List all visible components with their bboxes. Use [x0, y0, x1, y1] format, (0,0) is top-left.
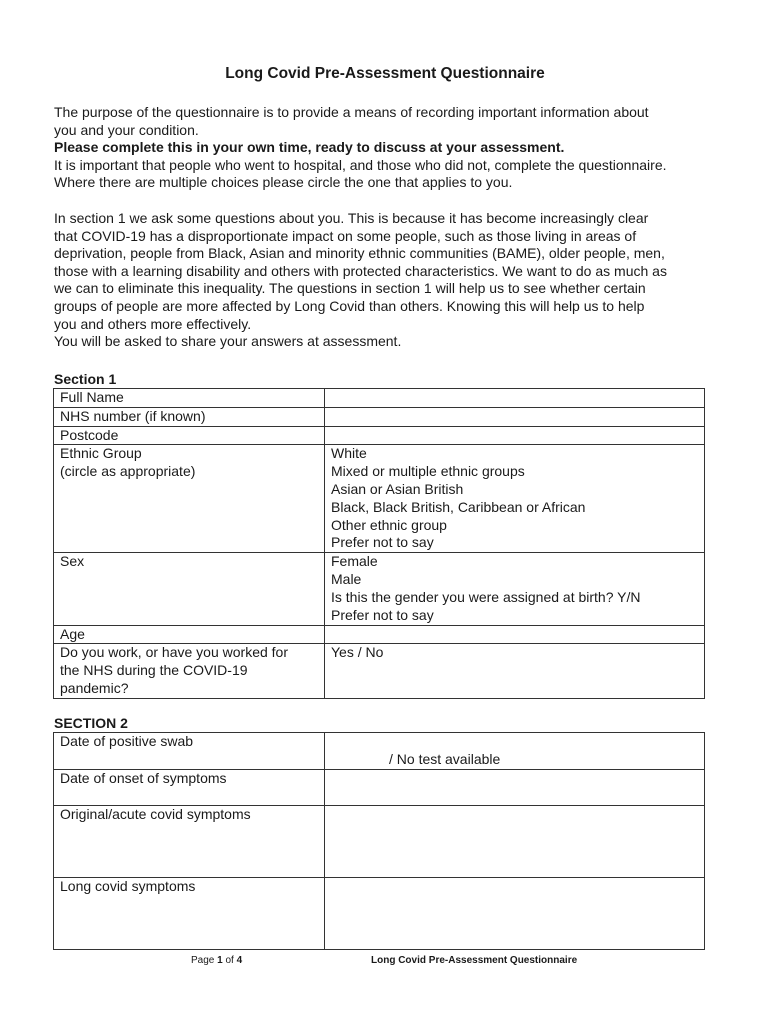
ethnic-option-white[interactable]: White: [331, 445, 367, 462]
nhs-work-label-line: the NHS during the COVID-19: [60, 662, 248, 679]
section1-intro-line: those with a learning disability and others with protected characteristics. We want to do as much as: [54, 262, 667, 279]
onset-date-field[interactable]: [325, 769, 705, 805]
table-row-sex: [54, 553, 705, 625]
nhs-work-label-cell: [54, 644, 325, 698]
section1-heading: Section 1: [54, 371, 117, 387]
onset-date-label: Date of onset of symptoms: [54, 769, 325, 805]
table-row-full-name: [54, 389, 705, 408]
table-row-nhs-work: [54, 644, 705, 698]
section1-intro-line: we can to eliminate this inequality. The questions in section 1 will help us to see whether certain: [54, 280, 646, 297]
age-label: Age: [54, 625, 325, 644]
table-row-postcode: [54, 426, 705, 445]
table-row-ethnic-group: [54, 445, 705, 553]
section1-intro-line: you and others more effectively.: [54, 315, 252, 332]
section1-intro-line: In section 1 we ask some questions about you. This is because it has become increasingly clear: [54, 210, 649, 226]
ethnic-option-asian[interactable]: Asian or Asian British: [331, 480, 464, 497]
section1-intro-line: groups of people are more affected by Long Covid than others. Knowing this will help us to help: [54, 297, 645, 314]
nhs-number-field[interactable]: [325, 407, 705, 426]
sex-options: [325, 553, 705, 625]
acute-symptoms-label: Original/acute covid symptoms: [54, 805, 325, 877]
ethnic-option-black[interactable]: Black, Black British, Caribbean or African: [331, 498, 586, 515]
intro-line: The purpose of the questionnaire is to provide a means of recording important information about: [54, 104, 649, 120]
full-name-field[interactable]: [325, 389, 705, 408]
table-row-swab: [54, 733, 705, 770]
no-test-available-text: / No test available: [389, 751, 501, 767]
nhs-work-label-line: pandemic?: [60, 679, 129, 696]
sex-label: Sex: [54, 553, 325, 625]
full-name-label: Full Name: [54, 389, 325, 408]
sex-option-male[interactable]: Male: [331, 571, 362, 588]
page-number: [191, 955, 242, 966]
ethnic-option-other[interactable]: Other ethnic group: [331, 516, 447, 533]
of-word: of: [225, 955, 234, 966]
swab-date-label: Date of positive swab: [54, 733, 325, 770]
section2-table: [53, 732, 705, 950]
long-symptoms-label: Long covid symptoms: [54, 877, 325, 949]
footer-doc-title: Long Covid Pre-Assessment Questionnaire: [371, 955, 578, 966]
intro-line: Where there are multiple choices please circle the one that applies to you.: [54, 174, 513, 191]
page-title: Long Covid Pre-Assessment Questionnaire: [225, 65, 545, 82]
long-symptoms-field[interactable]: [325, 877, 705, 949]
swab-date-field[interactable]: [325, 733, 705, 770]
table-row-nhs-number: [54, 407, 705, 426]
table-row-onset: [54, 769, 705, 805]
sex-option-prefer-not[interactable]: Prefer not to say: [331, 606, 434, 623]
intro-paragraph: [54, 104, 724, 192]
ethnic-group-label: Ethnic Group: [60, 445, 142, 462]
nhs-number-label: NHS number (if known): [54, 407, 325, 426]
postcode-field[interactable]: [325, 426, 705, 445]
section1-intro-paragraph: [54, 210, 724, 351]
ethnic-group-options: [325, 445, 705, 553]
intro-bold-instruction: Please complete this in your own time, ready to discuss at your assessment.: [54, 139, 565, 156]
section1-table: [53, 388, 705, 699]
sex-option-female[interactable]: Female: [331, 553, 378, 570]
ethnic-group-sublabel: (circle as appropriate): [60, 463, 196, 480]
intro-line: It is important that people who went to hospital, and those who did not, complete the questionnaire.: [54, 156, 667, 173]
section1-intro-line: You will be asked to share your answers at assessment.: [54, 333, 402, 350]
page-current: 1: [217, 955, 223, 966]
nhs-work-label-line: Do you work, or have you worked for: [60, 644, 288, 661]
table-row-long-symptoms: [54, 877, 705, 949]
gender-at-birth-question[interactable]: Is this the gender you were assigned at birth? Y/N: [331, 588, 641, 605]
ethnic-option-prefer-not[interactable]: Prefer not to say: [331, 534, 434, 551]
nhs-work-answer[interactable]: Yes / No: [325, 644, 705, 698]
table-row-age: [54, 625, 705, 644]
intro-line: you and your condition.: [54, 121, 199, 138]
ethnic-group-label-cell: [54, 445, 325, 553]
acute-symptoms-field[interactable]: [325, 805, 705, 877]
table-row-acute-symptoms: [54, 805, 705, 877]
section1-intro-line: deprivation, people from Black, Asian and minority ethnic communities (BAME), older people, men,: [54, 245, 665, 262]
section1-intro-line: that COVID-19 has a disproportionate impact on some people, such as those living in areas of: [54, 227, 637, 244]
page-word: Page: [191, 955, 215, 966]
age-field[interactable]: [325, 625, 705, 644]
section2-heading: SECTION 2: [54, 715, 128, 731]
ethnic-option-mixed[interactable]: Mixed or multiple ethnic groups: [331, 463, 525, 480]
postcode-label: Postcode: [54, 426, 325, 445]
page-total: 4: [236, 955, 243, 966]
